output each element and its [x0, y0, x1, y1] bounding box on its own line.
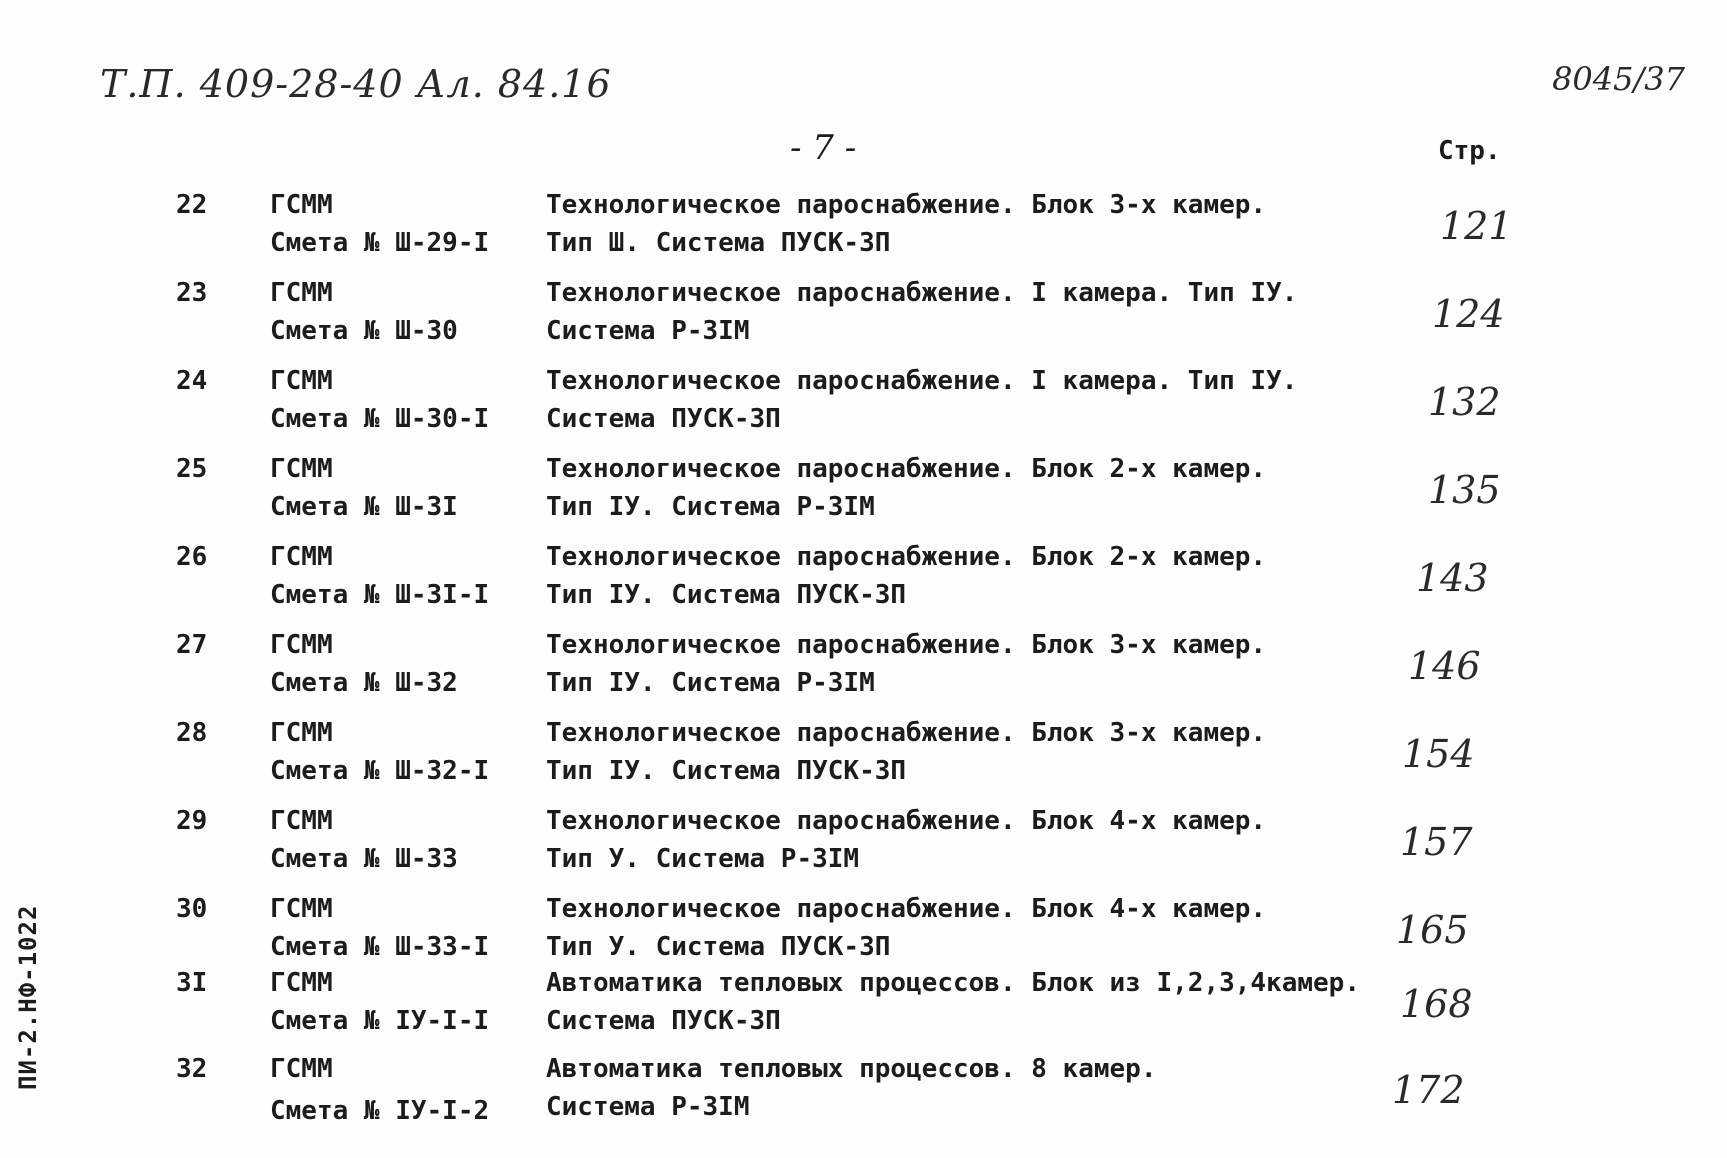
- entry-description-line1: Технологическое пароснабжение. Блок 3-х камер.: [546, 190, 1267, 220]
- entry-description-line1: Автоматика тепловых процессов. 8 камер.: [546, 1054, 1157, 1084]
- list-item: [0, 630, 1727, 710]
- entry-org: ГСММ: [270, 968, 333, 998]
- entry-estimate: Смета № Ш-32-I: [270, 756, 490, 786]
- entry-page-number: 124: [1432, 292, 1505, 336]
- list-item: [0, 968, 1727, 1048]
- entry-description-line2: Система ПУСК-3П: [546, 404, 781, 434]
- page-column-title: Стр.: [1438, 136, 1501, 166]
- entry-org: ГСММ: [270, 806, 333, 836]
- entry-org: ГСММ: [270, 630, 333, 660]
- entry-estimate: Смета № IУ-I-2: [270, 1096, 490, 1126]
- list-item: [0, 542, 1727, 622]
- entry-description-line2: Система ПУСК-3П: [546, 1006, 781, 1036]
- entry-page-number: 165: [1396, 908, 1469, 952]
- list-item: [0, 366, 1727, 446]
- entry-estimate: Смета № Ш-3I: [270, 492, 458, 522]
- entry-number: 23: [176, 278, 208, 308]
- entry-number: 27: [176, 630, 208, 660]
- entry-description-line2: Тип У. Система ПУСК-3П: [546, 932, 891, 962]
- entry-org: ГСММ: [270, 454, 333, 484]
- list-item: [0, 190, 1727, 270]
- document-code: Т.П. 409-28-40 Ал. 84.16: [100, 62, 612, 106]
- entry-description-line1: Технологическое пароснабжение. Блок 3-х камер.: [546, 718, 1267, 748]
- entry-description-line2: Тип У. Система Р-3IМ: [546, 844, 860, 874]
- entry-estimate: Смета № Ш-3I-I: [270, 580, 490, 610]
- list-item: [0, 454, 1727, 534]
- entry-estimate: Смета № IУ-I-I: [270, 1006, 490, 1036]
- entry-description-line2: Система Р-3IМ: [546, 1092, 750, 1122]
- entry-description-line1: Технологическое пароснабжение. Блок 4-х камер.: [546, 806, 1267, 836]
- entry-description-line2: Тип IУ. Система Р-3IМ: [546, 668, 875, 698]
- entry-page-number: 172: [1392, 1068, 1465, 1112]
- entry-estimate: Смета № Ш-30-I: [270, 404, 490, 434]
- entry-page-number: 143: [1416, 556, 1489, 600]
- entry-description-line1: Технологическое пароснабжение. I камера. Тип IУ.: [546, 278, 1298, 308]
- entry-number: 32: [176, 1054, 208, 1084]
- entry-page-number: 146: [1408, 644, 1481, 688]
- entry-description-line1: Технологическое пароснабжение. Блок 2-х камер.: [546, 542, 1267, 572]
- entry-org: ГСММ: [270, 542, 333, 572]
- entry-page-number: 121: [1440, 204, 1513, 248]
- entry-page-number: 168: [1400, 982, 1473, 1026]
- inventory-number: 8045/37: [1552, 60, 1685, 98]
- entry-description-line1: Технологическое пароснабжение. Блок 2-х камер.: [546, 454, 1267, 484]
- entry-org: ГСММ: [270, 366, 333, 396]
- entry-number: 30: [176, 894, 208, 924]
- entry-estimate: Смета № Ш-32: [270, 668, 458, 698]
- entry-number: 22: [176, 190, 208, 220]
- entry-description-line1: Технологическое пароснабжение. Блок 3-х камер.: [546, 630, 1267, 660]
- entry-org: ГСММ: [270, 718, 333, 748]
- side-stamp-label: ПИ-2.НФ-1022: [14, 904, 42, 1090]
- entry-description-line2: Система Р-3IМ: [546, 316, 750, 346]
- entry-estimate: Смета № Ш-29-I: [270, 228, 490, 258]
- entry-description-line1: Автоматика тепловых процессов. Блок из I,2,3,4камер.: [546, 968, 1360, 998]
- page-number: - 7 -: [790, 128, 857, 168]
- entry-description-line2: Тип IУ. Система Р-3IМ: [546, 492, 875, 522]
- entry-page-number: 154: [1402, 732, 1475, 776]
- entry-number: 24: [176, 366, 208, 396]
- entry-org: ГСММ: [270, 1054, 333, 1084]
- entry-org: ГСММ: [270, 190, 333, 220]
- list-item: [0, 278, 1727, 358]
- entry-page-number: 157: [1400, 820, 1473, 864]
- entry-number: 3I: [176, 968, 208, 998]
- entry-estimate: Смета № Ш-33-I: [270, 932, 490, 962]
- list-item: [0, 806, 1727, 886]
- entry-number: 25: [176, 454, 208, 484]
- entry-description-line2: Тип IУ. Система ПУСК-3П: [546, 580, 907, 610]
- list-item: [0, 1054, 1727, 1134]
- entry-description-line2: Тип IУ. Система ПУСК-3П: [546, 756, 907, 786]
- entry-description-line1: Технологическое пароснабжение. Блок 4-х камер.: [546, 894, 1267, 924]
- entry-estimate: Смета № Ш-30: [270, 316, 458, 346]
- list-item: [0, 894, 1727, 974]
- entry-page-number: 135: [1428, 468, 1501, 512]
- entry-number: 28: [176, 718, 208, 748]
- list-item: [0, 718, 1727, 798]
- entry-description-line2: Тип Ш. Система ПУСК-3П: [546, 228, 891, 258]
- entry-org: ГСММ: [270, 278, 333, 308]
- entry-org: ГСММ: [270, 894, 333, 924]
- entry-description-line1: Технологическое пароснабжение. I камера. Тип IУ.: [546, 366, 1298, 396]
- entry-number: 29: [176, 806, 208, 836]
- entry-number: 26: [176, 542, 208, 572]
- entry-estimate: Смета № Ш-33: [270, 844, 458, 874]
- entry-page-number: 132: [1428, 380, 1501, 424]
